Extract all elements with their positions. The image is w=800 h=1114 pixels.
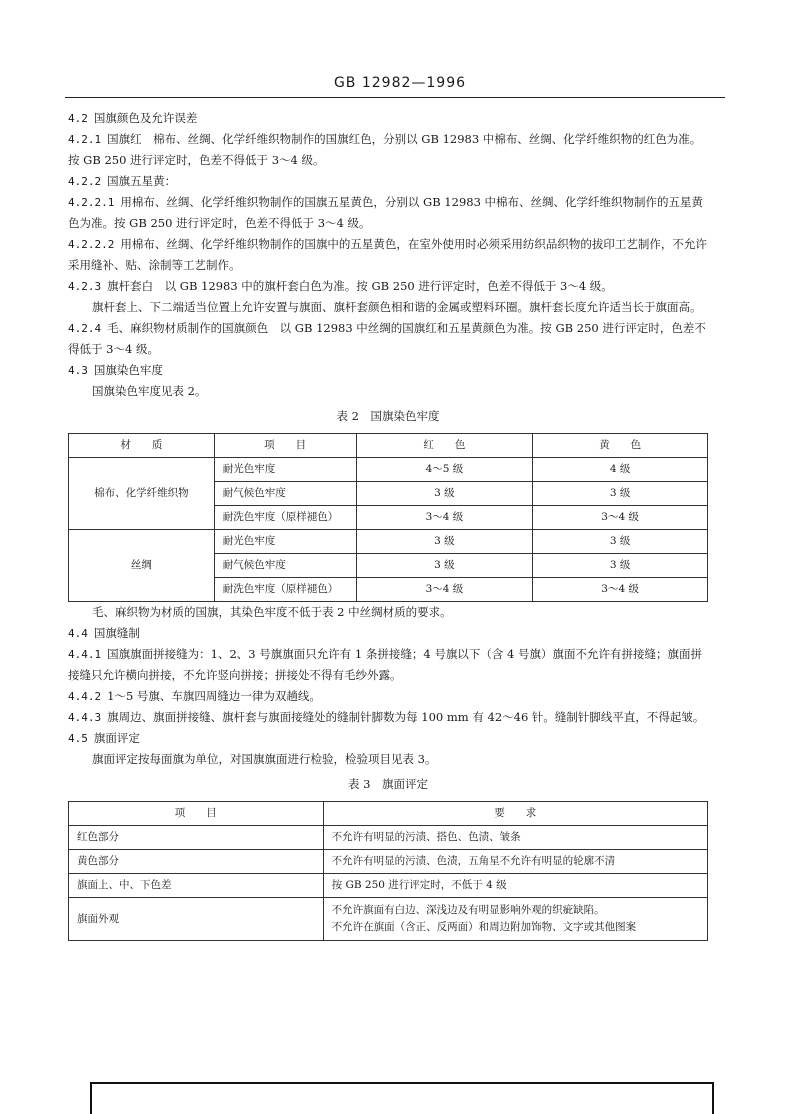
requirement-line: 不允许旗面有白边、深浅边及有明显影响外观的织疵缺陷。 bbox=[331, 904, 605, 916]
table-header-row bbox=[69, 434, 708, 458]
table-3-caption: 表 3 旗面评定 bbox=[348, 777, 428, 791]
item-cell: 耐洗色牢度（原样褪色） bbox=[214, 578, 356, 602]
item-cell: 耐气候色牢度 bbox=[214, 554, 356, 578]
column-header: 红 色 bbox=[356, 434, 533, 458]
section-4-2-4: 4.2.4 毛、麻织物材质制作的国旗颜色 以 GB 12983 中丝绸的国旗红和五星黄颜色为准。按 GB 250 进行评定时，色差不得低于 3～4 级。 bbox=[68, 321, 706, 356]
section-4-2-3-paragraph: 旗杆套上、下二端适当位置上允许安置与旗面、旗杆套颜色相和谐的金属或塑料环圈。旗杆套长度允许适当长于旗面高。 bbox=[92, 300, 702, 314]
section-4-2-2-1: 4.2.2.1 用棉布、丝绸、化学纤维织物制作的国旗五星黄色，分别以 GB 12983 中棉布、丝绸、化学纤维织物制作的五星黄色为准。按 GB 250 进行评定时，色差不得低于 3～4 级。 bbox=[68, 195, 704, 230]
item-cell: 旗面外观 bbox=[69, 898, 324, 941]
red-cell: 3 级 bbox=[356, 530, 533, 554]
material-cell: 棉布、化学纤维织物 bbox=[69, 458, 215, 530]
item-cell: 红色部分 bbox=[69, 826, 324, 850]
yellow-cell: 3～4 级 bbox=[533, 578, 708, 602]
section-4-5-heading: 4.5 旗面评定 bbox=[68, 731, 140, 745]
document-body bbox=[68, 108, 708, 941]
column-header: 黄 色 bbox=[533, 434, 708, 458]
table-row bbox=[69, 530, 708, 554]
yellow-cell: 3 级 bbox=[533, 554, 708, 578]
table-row bbox=[69, 850, 708, 874]
section-4-2-heading: 4.2 国旗颜色及允许误差 bbox=[68, 111, 198, 125]
item-cell: 耐气候色牢度 bbox=[214, 482, 356, 506]
section-4-4-3: 4.4.3 旗周边、旗面拼接缝、旗杆套与旗面接缝处的缝制针脚数为每 100 mm 有 42～46 针。缝制针脚线平直，不得起皱。 bbox=[68, 710, 705, 724]
section-4-4-heading: 4.4 国旗缝制 bbox=[68, 626, 140, 640]
next-page-box-edge bbox=[90, 1082, 714, 1114]
table-row bbox=[69, 826, 708, 850]
red-cell: 3～4 级 bbox=[356, 578, 533, 602]
red-cell: 4～5 级 bbox=[356, 458, 533, 482]
requirement-line: 不允许在旗面（含正、反两面）和周边附加饰物、文字或其他图案 bbox=[331, 921, 637, 933]
table-header-row bbox=[69, 802, 708, 826]
item-cell: 耐洗色牢度（原样褪色） bbox=[214, 506, 356, 530]
requirement-cell: 按 GB 250 进行评定时，不低于 4 级 bbox=[323, 874, 707, 898]
requirement-cell bbox=[323, 898, 707, 941]
section-4-2-2-2: 4.2.2.2 用棉布、丝绸、化学纤维织物制作的国旗中的五星黄色，在室外使用时必须采用纺织品织物的拔印工艺制作，不允许采用缝补、贴、涂制等工艺制作。 bbox=[68, 237, 707, 272]
item-cell: 旗面上、中、下色差 bbox=[69, 874, 324, 898]
page-header: GB 12982—1996 bbox=[333, 75, 467, 91]
yellow-cell: 3 级 bbox=[533, 530, 708, 554]
section-4-5-paragraph: 旗面评定按每面旗为单位，对国旗旗面进行检验，检验项目见表 3。 bbox=[92, 752, 437, 766]
section-4-2-2: 4.2.2 国旗五星黄： bbox=[68, 174, 177, 188]
table-2-caption: 表 2 国旗染色牢度 bbox=[336, 409, 440, 423]
requirement-cell: 不允许有明显的污渍、搭色、色渍、皱条 bbox=[323, 826, 707, 850]
item-cell: 黄色部分 bbox=[69, 850, 324, 874]
yellow-cell: 3～4 级 bbox=[533, 506, 708, 530]
section-4-2-1: 4.2.1 国旗红 棉布、丝绸、化学纤维织物制作的国旗红色，分别以 GB 12983 中棉布、丝绸、化学纤维织物的红色为准。按 GB 250 进行评定时，色差不得低于 3～4 级。 bbox=[68, 132, 702, 167]
column-header: 项 目 bbox=[214, 434, 356, 458]
red-cell: 3 级 bbox=[356, 554, 533, 578]
section-4-3-heading: 4.3 国旗染色牢度 bbox=[68, 363, 163, 377]
item-cell: 耐光色牢度 bbox=[214, 458, 356, 482]
material-cell: 丝绸 bbox=[69, 530, 215, 602]
column-header: 要 求 bbox=[323, 802, 707, 826]
table-row bbox=[69, 874, 708, 898]
red-cell: 3～4 级 bbox=[356, 506, 533, 530]
requirement-cell: 不允许有明显的污渍、色渍，五角星不允许有明显的轮廓不清 bbox=[323, 850, 707, 874]
section-4-3-paragraph: 国旗染色牢度见表 2。 bbox=[92, 384, 207, 398]
table-row bbox=[69, 898, 708, 941]
section-4-4-1: 4.4.1 国旗旗面拼接缝为：1、2、3 号旗旗面只允许有 1 条拼接缝；4 号旗以下（含 4 号旗）旗面不允许有拼接缝；旗面拼接缝只允许横向拼接，不允许竖向拼接；拼接处不得有毛纱外露。 bbox=[68, 647, 702, 682]
after-table-2-paragraph: 毛、麻织物为材质的国旗，其染色牢度不低于表 2 中丝绸材质的要求。 bbox=[92, 605, 452, 619]
red-cell: 3 级 bbox=[356, 482, 533, 506]
section-4-2-3: 4.2.3 旗杆套白 以 GB 12983 中的旗杆套白色为准。按 GB 250 进行评定时，色差不得低于 3～4 级。 bbox=[68, 279, 613, 293]
yellow-cell: 3 级 bbox=[533, 482, 708, 506]
table-2 bbox=[68, 433, 708, 602]
column-header: 项 目 bbox=[69, 802, 324, 826]
table-3 bbox=[68, 801, 708, 941]
column-header: 材 质 bbox=[69, 434, 215, 458]
yellow-cell: 4 级 bbox=[533, 458, 708, 482]
table-row bbox=[69, 458, 708, 482]
header-rule bbox=[65, 97, 725, 98]
section-4-4-2: 4.4.2 1～5 号旗、车旗四周缝边一律为双趟线。 bbox=[68, 689, 321, 703]
item-cell: 耐光色牢度 bbox=[214, 530, 356, 554]
